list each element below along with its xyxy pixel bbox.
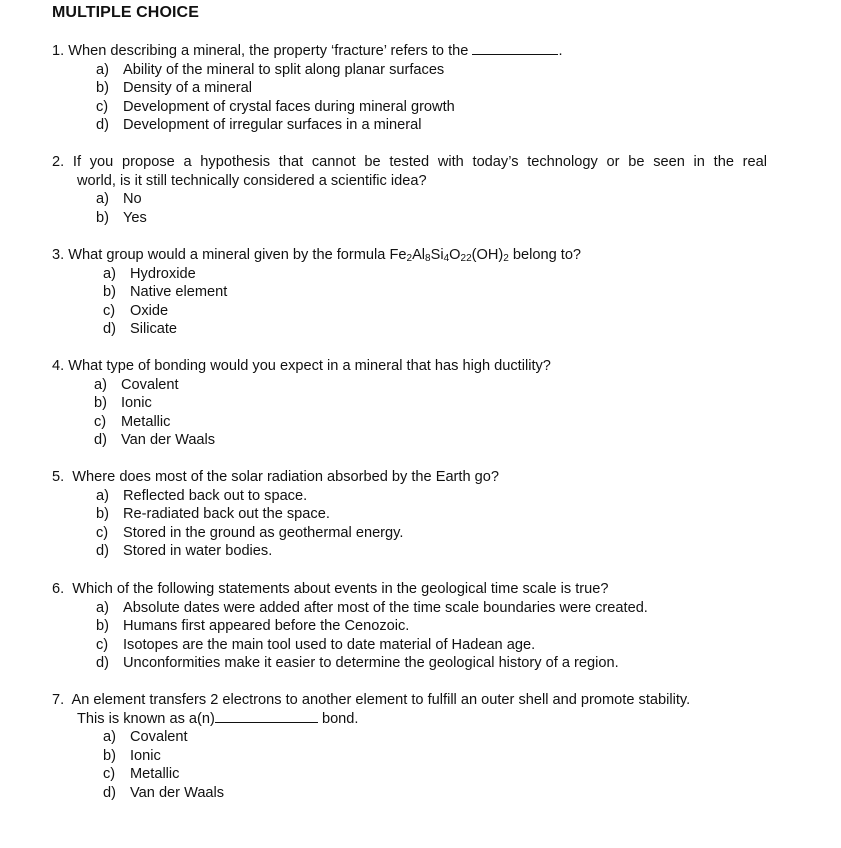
- option-list: [96, 487, 767, 561]
- option-text: Covalent: [121, 376, 179, 393]
- option-b: [94, 394, 767, 413]
- answer-blank: [472, 42, 558, 55]
- option-letter: b): [103, 284, 116, 300]
- option-c: [103, 302, 767, 321]
- option-letter: b): [96, 506, 109, 522]
- option-list: [96, 599, 767, 673]
- option-text: Hydroxide: [130, 265, 196, 282]
- question-2: [52, 153, 767, 227]
- formula-element: (OH): [471, 247, 504, 263]
- option-b: [103, 747, 767, 766]
- option-text: Metallic: [130, 766, 180, 782]
- option-text: Density of a mineral: [123, 80, 252, 96]
- option-a: [94, 376, 767, 395]
- question-text-end: bond.: [321, 710, 359, 727]
- option-d: [96, 654, 767, 673]
- option-letter: a): [103, 265, 116, 282]
- question-text-start: What group would a mineral given by the formula Fe: [68, 247, 407, 263]
- option-d: [96, 116, 767, 135]
- option-letter: a): [94, 376, 107, 393]
- option-letter: d): [96, 543, 109, 559]
- question-number: 3.: [52, 247, 65, 263]
- formula-subscript: 8: [425, 253, 431, 264]
- option-letter: d): [103, 321, 116, 337]
- option-a: [103, 265, 767, 284]
- option-letter: b): [96, 209, 109, 226]
- option-list: [94, 376, 767, 450]
- option-b: [96, 209, 767, 228]
- section-heading: MULTIPLE CHOICE: [52, 4, 199, 21]
- option-text: Unconformities make it easier to determine the geological history of a region.: [123, 655, 619, 671]
- option-c: [96, 524, 767, 543]
- question-number: 6.: [52, 581, 65, 597]
- formula-element: Al: [412, 247, 426, 263]
- question-text: When describing a mineral, the property ‘fracture’ refers to the: [68, 43, 469, 59]
- question-stem: [52, 153, 767, 172]
- option-text: Van der Waals: [130, 784, 225, 801]
- question-stem: [52, 246, 767, 265]
- option-letter: c): [103, 766, 116, 782]
- option-a: [96, 599, 767, 618]
- formula-subscript: 2: [406, 253, 413, 264]
- question-text-start: This is known as a(n): [77, 710, 215, 727]
- question-text: What type of bonding would you expect in a mineral that has high ductility?: [68, 358, 551, 374]
- option-text: Covalent: [130, 729, 188, 745]
- option-a: [96, 487, 767, 506]
- question-number: 5.: [52, 469, 65, 485]
- option-letter: a): [96, 599, 109, 616]
- option-letter: d): [103, 784, 116, 801]
- question-number: 7.: [52, 692, 65, 708]
- option-b: [103, 283, 767, 302]
- question-text: Which of the following statements about events in the geological time scale is true?: [72, 581, 609, 597]
- option-text: Development of irregular surfaces in a mineral: [123, 117, 422, 133]
- option-letter: c): [96, 524, 109, 541]
- option-d: [96, 542, 767, 561]
- option-b: [96, 79, 767, 98]
- option-a: [96, 190, 767, 209]
- option-letter: c): [96, 636, 109, 653]
- option-c: [103, 765, 767, 784]
- question-stem: [52, 580, 767, 599]
- question-4: [52, 357, 767, 450]
- question-stem: [52, 468, 767, 487]
- option-letter: b): [94, 395, 107, 411]
- option-b: [96, 617, 767, 636]
- option-c: [96, 636, 767, 655]
- option-c: [96, 98, 767, 117]
- option-text: Re-radiated back out the space.: [123, 506, 330, 522]
- option-letter: a): [96, 61, 109, 78]
- option-text: Stored in the ground as geothermal energy.: [123, 524, 404, 541]
- question-5: [52, 468, 767, 561]
- option-letter: c): [96, 98, 109, 115]
- option-letter: b): [96, 80, 109, 96]
- option-letter: b): [103, 747, 116, 764]
- option-text: No: [123, 191, 142, 207]
- option-text: Van der Waals: [121, 432, 216, 448]
- option-d: [94, 431, 767, 450]
- formula-element: Si: [430, 247, 444, 263]
- option-b: [96, 505, 767, 524]
- formula-subscript: 22: [460, 253, 472, 264]
- option-letter: b): [96, 618, 109, 634]
- option-a: [96, 61, 767, 80]
- option-list: [103, 265, 767, 339]
- option-letter: d): [96, 117, 109, 133]
- option-list: [103, 728, 767, 802]
- option-text: Ability of the mineral to split along planar surfaces: [123, 61, 445, 78]
- formula-subscript: 4: [443, 253, 450, 264]
- option-text: Reflected back out to space.: [123, 487, 308, 504]
- option-list: [96, 61, 767, 135]
- question-6: [52, 580, 767, 673]
- formula-element: O: [449, 247, 461, 263]
- option-a: [103, 728, 767, 747]
- option-d: [103, 784, 767, 803]
- option-text: Native element: [130, 284, 228, 300]
- question-text: An element transfers 2 electrons to another element to fulfill an outer shell and promote stability.: [71, 692, 691, 708]
- option-text: Oxide: [130, 302, 169, 319]
- option-letter: a): [96, 487, 109, 504]
- question-text: If you propose a hypothesis that cannot be tested with today’s technology or be seen in the real: [72, 154, 767, 170]
- question-text-end: .: [558, 43, 563, 59]
- question-1: [52, 42, 767, 135]
- option-list: [96, 190, 767, 227]
- question-stem: [52, 691, 767, 710]
- option-letter: a): [96, 191, 109, 207]
- option-text: Humans first appeared before the Cenozoic.: [123, 618, 410, 634]
- option-text: Metallic: [121, 413, 171, 430]
- formula-subscript: 2: [503, 253, 509, 264]
- option-text: Ionic: [121, 395, 152, 411]
- option-letter: d): [96, 655, 109, 671]
- option-text: Development of crystal faces during mineral growth: [123, 98, 455, 115]
- question-7: [52, 691, 767, 802]
- question-text: Where does most of the solar radiation absorbed by the Earth go?: [72, 469, 499, 485]
- option-letter: c): [103, 302, 116, 319]
- question-stem-cont: world, is it still technically considered a scientific idea?: [77, 172, 427, 189]
- option-letter: a): [103, 729, 116, 745]
- option-text: Ionic: [130, 747, 161, 764]
- question-stem: [52, 357, 767, 376]
- option-text: Silicate: [130, 321, 178, 337]
- question-number: 4.: [52, 358, 65, 374]
- option-text: Absolute dates were added after most of the time scale boundaries were created.: [123, 599, 648, 616]
- option-c: [94, 413, 767, 432]
- question-text-end: belong to?: [508, 247, 582, 263]
- option-d: [103, 320, 767, 339]
- option-letter: c): [94, 413, 107, 430]
- question-stem: [52, 42, 767, 61]
- question-number: 1.: [52, 43, 65, 59]
- answer-blank: [215, 710, 318, 723]
- option-text: Yes: [123, 209, 147, 226]
- question-3: [52, 246, 767, 339]
- option-text: Stored in water bodies.: [123, 543, 273, 559]
- question-text: [68, 247, 581, 263]
- option-letter: d): [94, 432, 107, 448]
- option-text: Isotopes are the main tool used to date material of Hadean age.: [123, 636, 536, 653]
- question-number: 2.: [52, 154, 65, 170]
- question-stem-cont: [52, 710, 767, 729]
